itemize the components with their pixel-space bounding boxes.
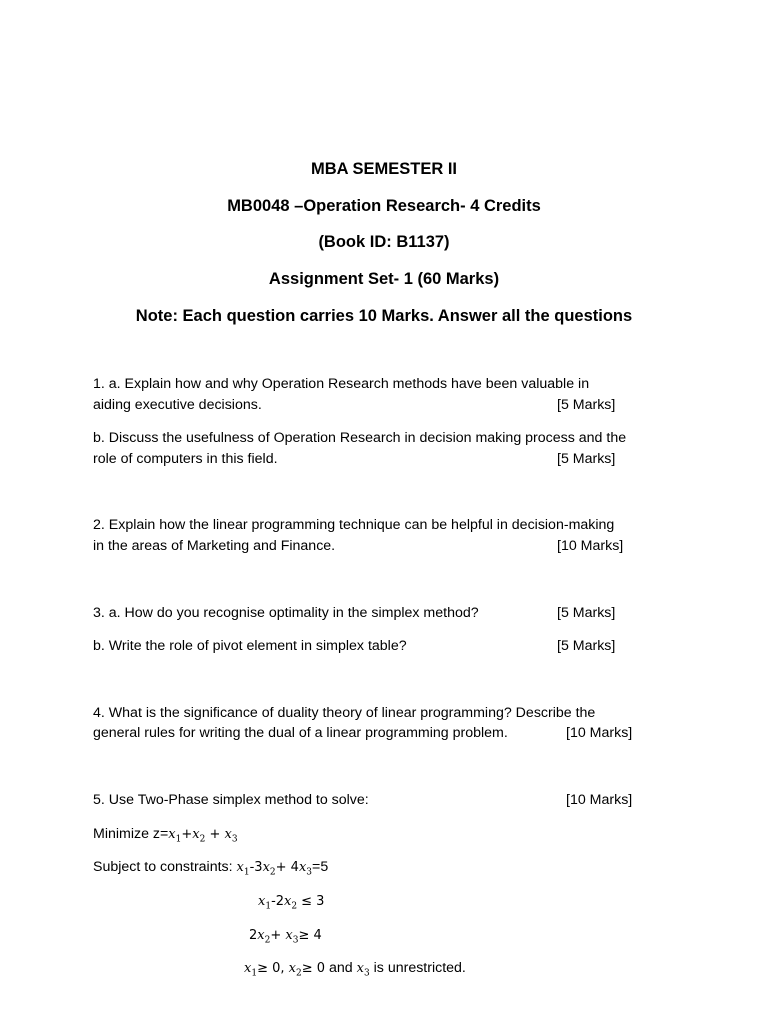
constraint-2-expression: $x_1-2x_2$ [258,894,298,912]
q4-line2: general rules for writing the dual of a linear programming problem. [93,725,508,741]
q3a-marks: [5 Marks] [557,605,616,621]
q5-marks: [10 Marks] [566,792,633,808]
subject-label: Subject to constraints: [93,859,237,875]
q1a-line2: aiding executive decisions. [93,397,262,413]
unrestricted-text: is unrestricted. [373,960,466,976]
q3b-marks: [5 Marks] [557,638,616,654]
q1a-line1: 1. a. Explain how and why Operation Research methods have been valuable in [93,376,590,392]
constraint-3-rhs: ≥ 4 [298,928,322,943]
q1b-line2: role of computers in this field. [93,451,278,467]
q3b-text: b. Write the role of pivot element in simplex table? [93,638,407,654]
q4-line1: 4. What is the significance of duality theory of linear programming? Describe the [93,705,596,721]
non-negativity-constraint [244,958,466,985]
q2-line2: in the areas of Marketing and Finance. [93,538,336,554]
and-word: and [328,960,353,976]
constraint-3 [249,925,322,952]
q2-line1: 2. Explain how the linear programming technique can be helpful in decision-making [93,517,615,533]
objective-expression: $x_1+x_2 + x_3$ [168,827,238,845]
book-id: (Book ID: B1137) [318,233,450,251]
semester-title: MBA SEMESTER II [310,160,458,178]
constraint-3-expression: $2x_2+ x_3$ [249,928,299,946]
constraint-2-rhs: ≤ 3 [301,894,325,909]
q2-marks: [10 Marks] [557,538,624,554]
objective-function [93,824,238,851]
q1b-marks: [5 Marks] [557,451,616,467]
course-title: MB0048 –Operation Research- 4 Credits [227,197,541,215]
x3-variable: $x_3$ [356,961,370,979]
q5-text: 5. Use Two-Phase simplex method to solve: [93,792,369,808]
constraint-1-rhs: =5 [312,859,329,875]
constraint-2 [258,891,324,918]
constraint-1-expression: $x_1-3x_2+ 4x_3$ [236,860,313,878]
minimize-label: Minimize z= [93,826,169,842]
constraint-1 [93,857,328,884]
non-negativity-expression: $x_1\ge 0$, $x_2\ge 0$ [244,961,326,979]
q4-marks: [10 Marks] [566,725,633,741]
q1b-line1: b. Discuss the usefulness of Operation Research in decision making process and the [93,430,627,446]
assignment-set: Assignment Set- 1 (60 Marks) [268,270,500,288]
note: Note: Each question carries 10 Marks. Answer all the questions [135,307,633,325]
q3a-text: 3. a. How do you recognise optimality in the simplex method? [93,605,479,621]
q1a-marks: [5 Marks] [557,397,616,413]
